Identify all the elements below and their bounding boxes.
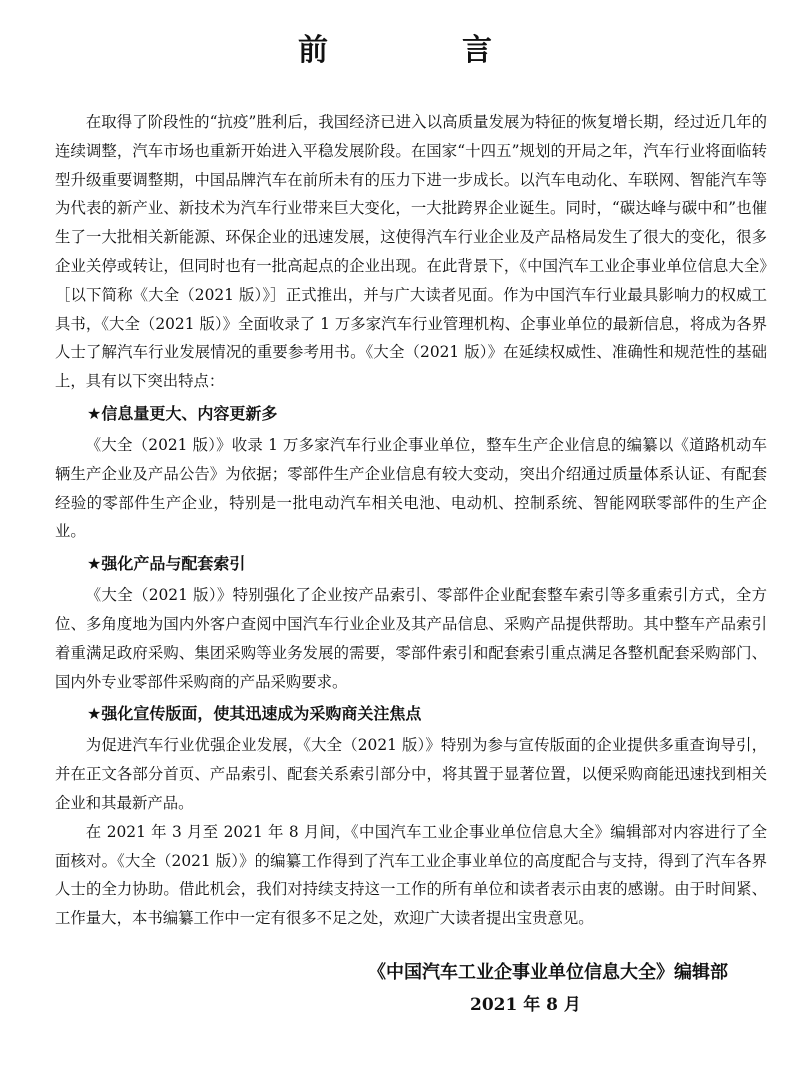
signature-date: 2021 年 8 月 [470, 995, 581, 1015]
intro-paragraph: 在取得了阶段性的“抗疫”胜利后，我国经济已进入以高质量发展为特征的恢复增长期，经过近几年的连续调整，汽车市场也重新开始进入平稳发展阶段。在国家“十四五”规划的开局之年，汽车行业将面临转型升级重要调整期，中国品牌汽车在前所未有的压力下进一步成长。以汽车电动化、车联网、智能汽车等为代表的新产业、新技术为汽车行业带来巨大变化，一大批跨界企业诞生。同时，“碳达峰与碳中和”也催生了一大批相关新能源、环保企业的迅速发展，这使得汽车行业企业及产品格局发生了很大的变化，很多企业关停或转让，但同时也有一批高起点的企业出现。在此背景下，《中国汽车工业企事业单位信息大全》［以下简称《大全（2021 版）》］正式推出，并与广大读者见面。作为中国汽车行业最具影响力的权威工具书，《大全（2021 版）》全面收录了 1 万多家汽车行业管理机构、企事业单位的最新信息，将成为各界人士了解汽车行业发展情况的重要参考用书。《大全（2021 版）》在延续权威性、准确性和规范性的基础上，具有以下突出特点： [55, 113, 767, 391]
feature-heading-3: ★强化宣传版面，使其迅速成为采购商关注焦点 [87, 704, 422, 724]
editorial-signature: 《中国汽车工业企事业单位信息大全》编辑部 [368, 962, 728, 983]
preface-body [55, 108, 767, 933]
feature-paragraph-1: 《大全（2021 版）》收录 1 万多家汽车行业企事业单位，整车生产企业信息的编纂以《道路机动车辆生产企业及产品公告》为依据；零部件生产企业信息有较大变动，突出介绍通过质量体系认证、有配套经验的零部件生产企业，特别是一批电动汽车相关电池、电动机、控制系统、智能网联零部件的生产企业。 [55, 435, 767, 541]
feature-heading-1: ★信息量更大、内容更新多 [87, 403, 278, 423]
closing-paragraph: 在 2021 年 3 月至 2021 年 8 月间，《中国汽车工业企事业单位信息大全》编辑部对内容进行了全面核对。《大全（2021 版）》的编纂工作得到了汽车工业企事业单位的高度配合与支持，得到了汽车各界人士的全力协助。借此机会，我们对持续支持这一工作的所有单位和读者表示由衷的感谢。由于时间紧、工作量大，本书编纂工作中一定有很多不足之处，欢迎广大读者提出宝贵意见。 [55, 822, 767, 928]
feature-heading-2: ★强化产品与配套索引 [87, 554, 246, 574]
page-title: 前 言 [298, 33, 544, 68]
feature-paragraph-3: 为促进汽车行业优强企业发展，《大全（2021 版）》特别为参与宣传版面的企业提供多重查询导引，并在正文各部分首页、产品索引、配套关系索引部分中，将其置于显著位置，以便采购商能迅速找到相关企业和其最新产品。 [55, 736, 767, 812]
feature-paragraph-2: 《大全（2021 版）》特别强化了企业按产品索引、零部件企业配套整车索引等多重索引方式，全方位、多角度地为国内外客户查阅中国汽车行业企业及其产品信息、采购产品提供帮助。其中整车产品索引着重满足政府采购、集团采购等业务发展的需要，零部件索引和配套索引重点满足各整机配套采购部门、国内外专业零部件采购商的产品采购要求。 [55, 586, 767, 691]
